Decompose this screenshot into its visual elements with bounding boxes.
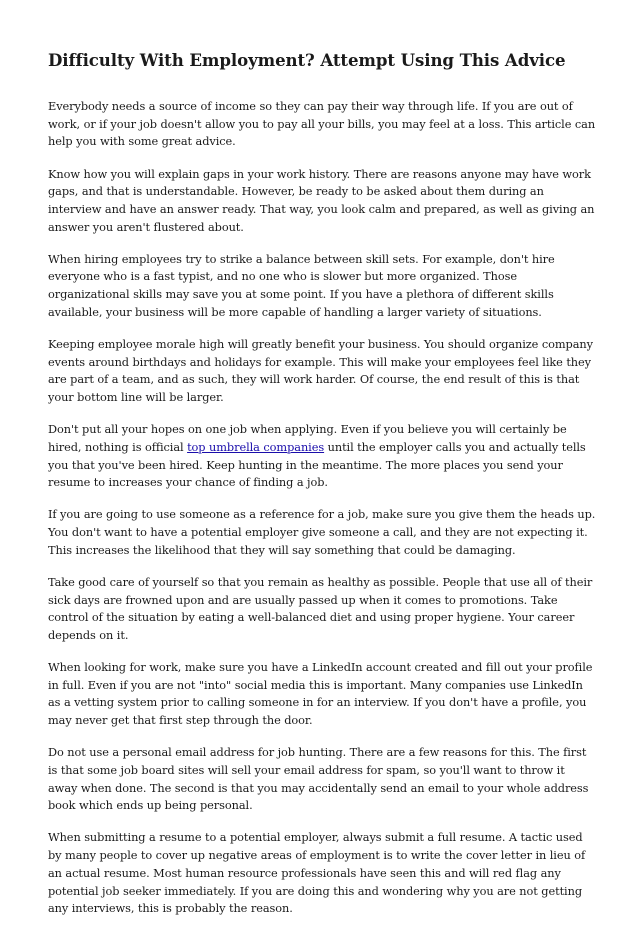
paragraph-5 xyxy=(48,421,596,492)
paragraph-6: If you are going to use someone as a reference for a job, make sure you give them the heads up. You don't want to have a potential employer give someone a call, and they are not expecting it. This increases the likelihood that they will say something that could be damaging. xyxy=(48,507,596,557)
paragraph-8: When looking for work, make sure you have a LinkedIn account created and fill out your profile in full. Even if you are not "into" social media this is important. Many companies use LinkedIn as a vetting system prior to calling someone in for an interview. If you don't have a profile, you may never get that first step through the door. xyxy=(48,660,593,728)
document-title: Difficulty With Employment? Attempt Using This Advice xyxy=(48,50,566,70)
paragraph-4: Keeping employee morale high will greatly benefit your business. You should organize company events around birthdays and holidays for example. This will make your employees feel like they are part of a team, and as such, they will work harder. Of course, the end result of this is that your bottom line will be larger. xyxy=(48,336,593,405)
paragraph-10: When submitting a resume to a potential employer, always submit a full resume. A tactic used by many people to cover up negative areas of employment is to write the cover letter in lieu of an actual resume. Most human resource professionals have seen this and will red flag any potential job seeker immediately. If you are doing this and wondering why you are not getting any interviews, this is probably the reason. xyxy=(48,830,586,916)
document-page xyxy=(48,48,596,932)
paragraph-5-text-before: Don't put all your hopes on one job when applying. Even if you believe you will certainly be hired, nothing is official xyxy=(48,422,567,454)
paragraph-1: Everybody needs a source of income so they can pay their way through life. If you are out of work, or if your job doesn't allow you to pay all your bills, you may feel at a loss. This article can help you with some great advice. xyxy=(48,99,596,149)
paragraph-9: Do not use a personal email address for job hunting. There are a few reasons for this. The first is that some job board sites will sell your email address for spam, so you'll want to throw it away when done. The second is that you may accidentally send an email to your whole address book which ends up being personal. xyxy=(48,745,589,813)
paragraph-5-text-after: until the employer calls you and actually tells you that you've been hired. Keep hunting in the meantime. The more places you send your resume to increases your chance of finding a job. xyxy=(48,439,586,490)
umbrella-companies-link[interactable]: top umbrella companies xyxy=(187,439,325,454)
paragraph-7: Take good care of yourself so that you remain as healthy as possible. People that use all of their sick days are frowned upon and are usually passed up when it comes to promotions. Take control of the situation by eating a well-balanced diet and using proper hygiene. Your career depends on it. xyxy=(48,574,593,642)
paragraph-2: Know how you will explain gaps in your work history. There are reasons anyone may have work gaps, and that is understandable. However, be ready to be asked about them during an interview and have an answer ready. That way, you look calm and prepared, as well as giving an answer you aren't flustered about. xyxy=(48,166,595,234)
paragraph-3: When hiring employees try to strike a balance between skill sets. For example, don't hire everyone who is a fast typist, and no one who is slower but more organized. Those organizational skills may save you at some point. If you have a plethora of different skills available, your business will be more capable of handling a larger variety of situations. xyxy=(48,251,555,319)
